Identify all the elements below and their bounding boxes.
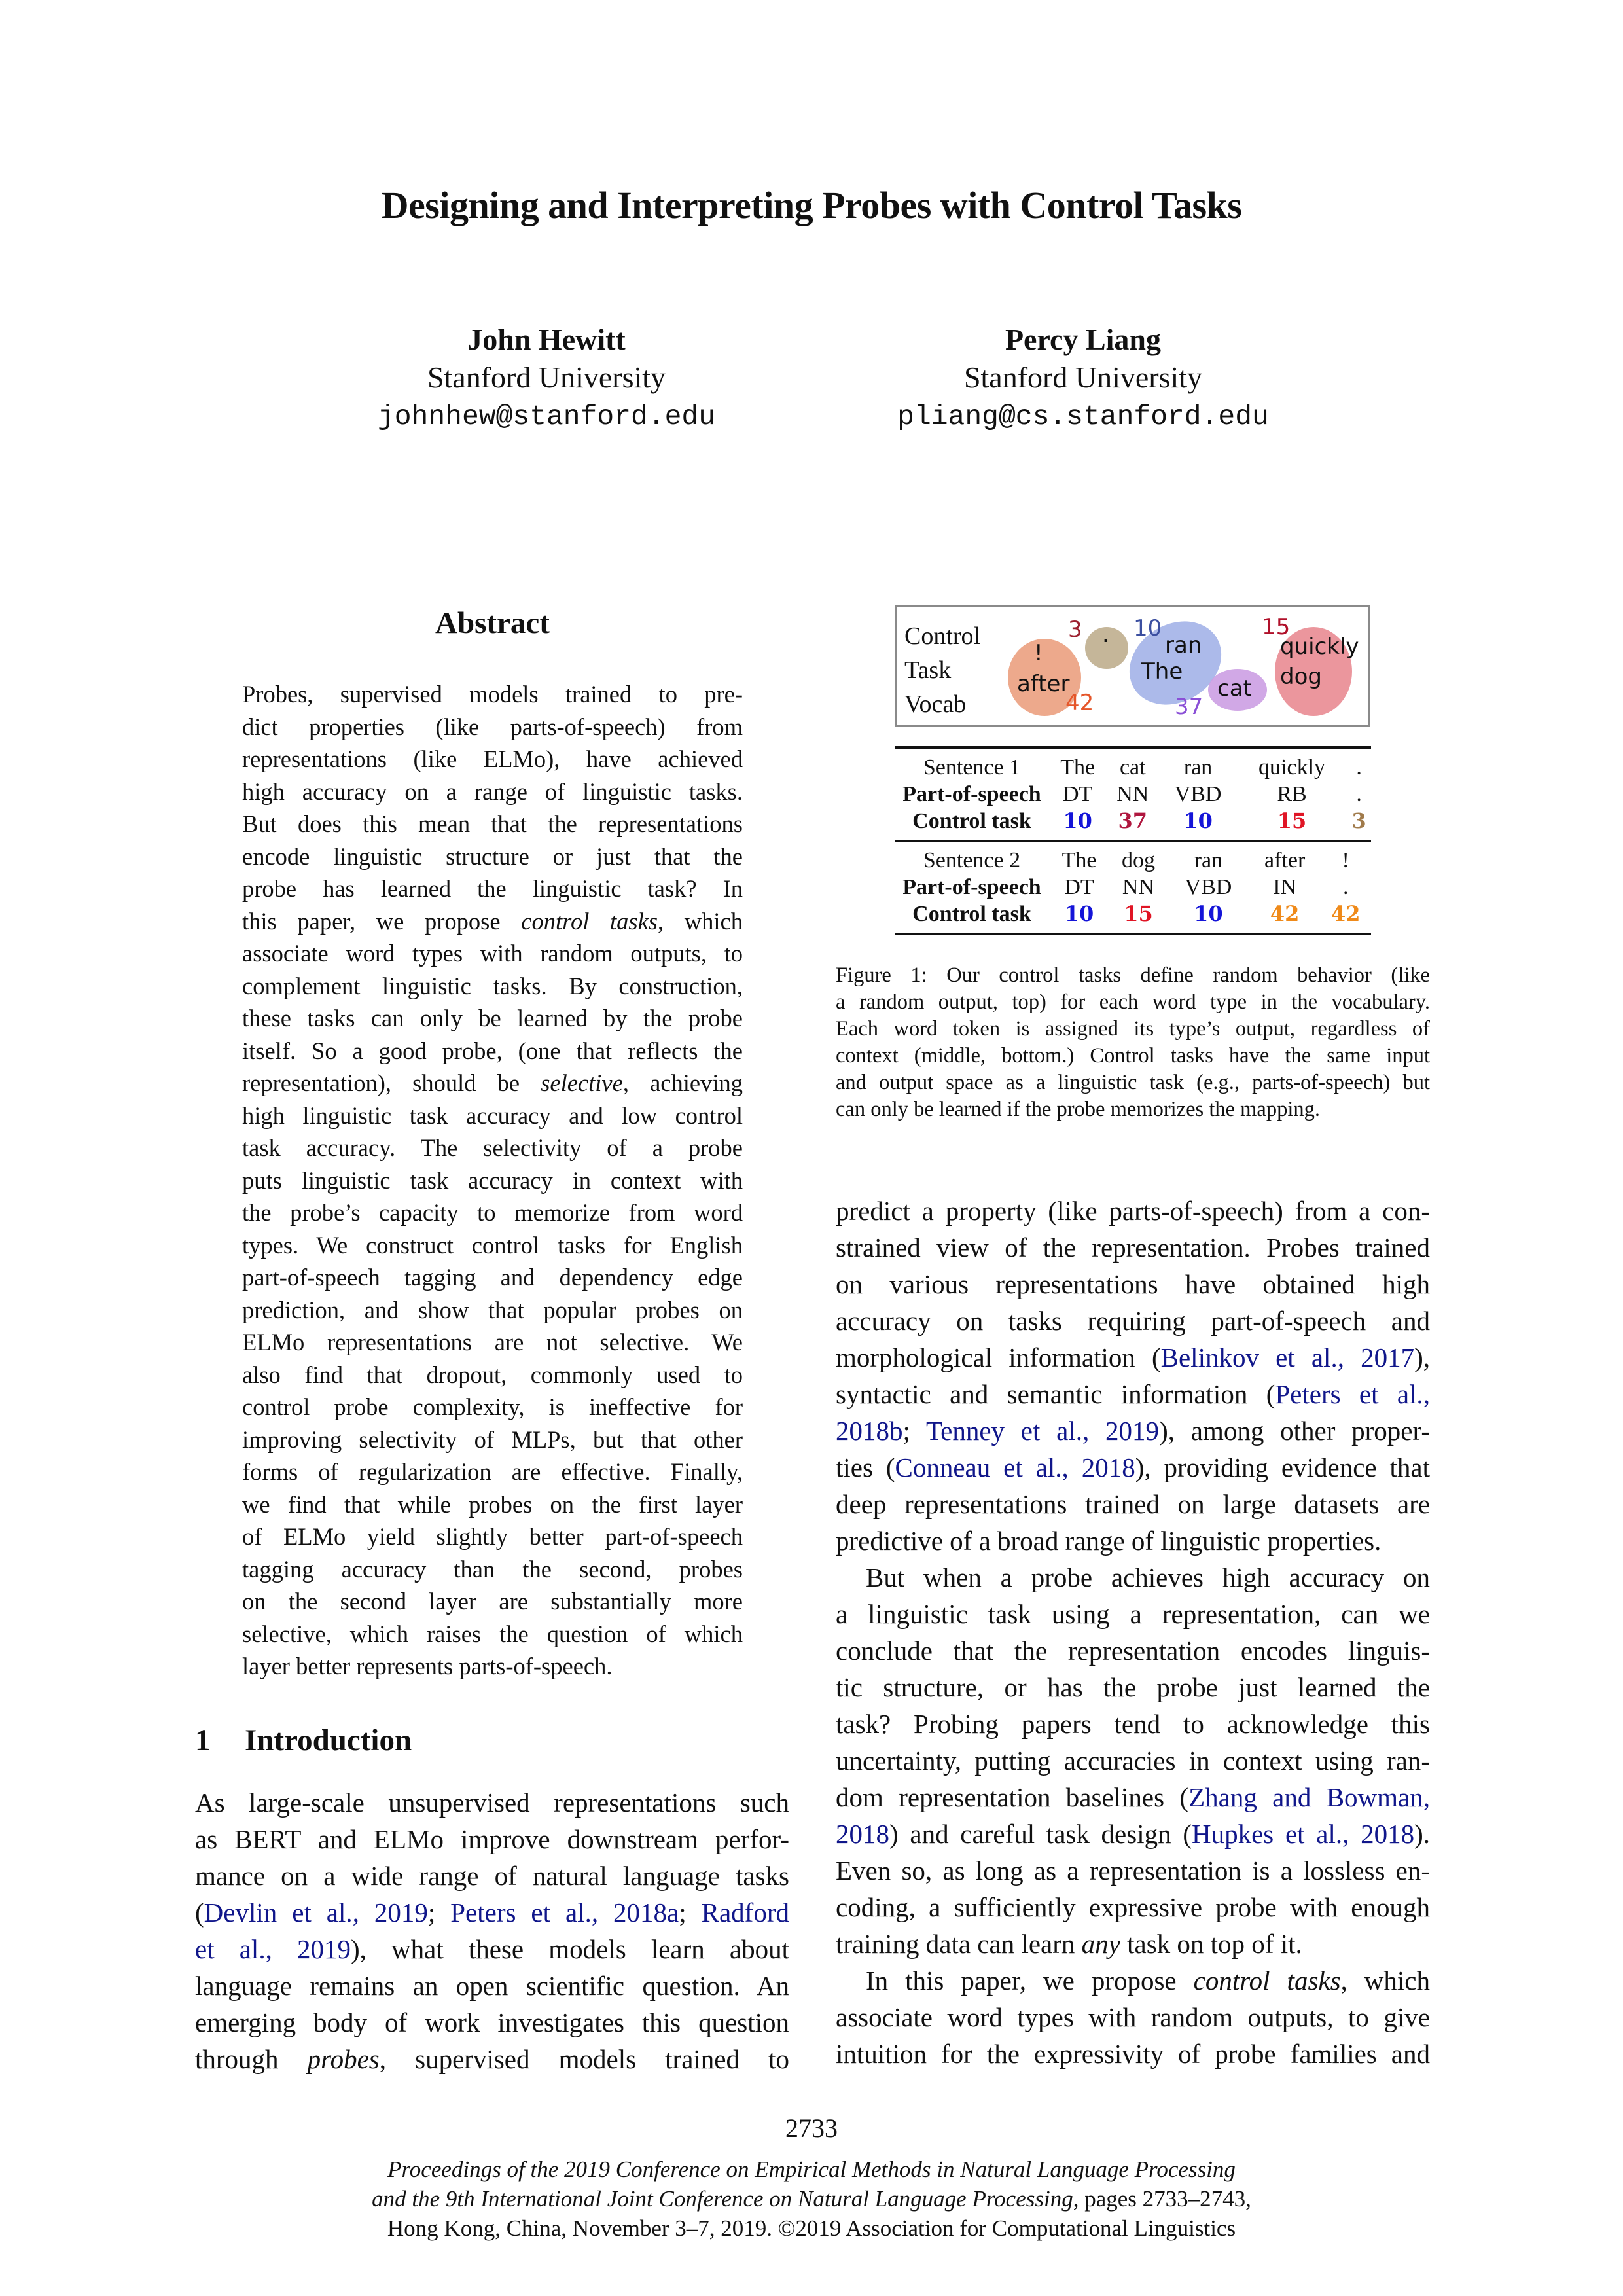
citation-link[interactable]: 2018b (836, 1416, 903, 1446)
text-line: In this paper, we propose control tasks, which (866, 1965, 1431, 1996)
introduction-left-column (195, 1784, 789, 2077)
paper-title: Designing and Interpreting Probes with Control Tasks (381, 184, 1242, 226)
author-email[interactable]: pliang@cs.stanford.edu (897, 401, 1269, 433)
emphasis: selective (541, 1069, 623, 1096)
cluster-word: quickly (1280, 634, 1359, 660)
text-line: associate word types with random outputs, to (242, 940, 743, 967)
sentence-table-1 (895, 754, 1371, 834)
text-line: language remains an open scientific question. An (195, 1971, 789, 2001)
row-label: Control task (912, 809, 1031, 833)
text-line: on various representations have obtained high (836, 1269, 1430, 1299)
cluster-word: ! (1034, 640, 1043, 666)
section-number: 1 (195, 1723, 211, 1757)
table-cell: NN (1122, 875, 1155, 899)
table-cell: VBD (1185, 875, 1232, 899)
text-line: this paper, we propose control tasks, which (242, 907, 743, 935)
author-affiliation: Stanford University (963, 361, 1203, 394)
row-label: Control task (912, 902, 1031, 926)
text-line: of ELMo yield slightly better part-of-speech (242, 1523, 743, 1550)
author-name: Percy Liang (1005, 323, 1162, 356)
table-cell: . (1356, 782, 1362, 806)
table-row (895, 808, 1371, 834)
text-line: high linguistic task accuracy and low control (242, 1102, 743, 1129)
text-line: task accuracy. The selectivity of a probe (242, 1134, 743, 1161)
table-cell: . (1342, 875, 1349, 899)
footer-line-1: Proceedings of the 2019 Conference on Empirical Methods in Natural Language Processing (387, 2157, 1236, 2182)
figure-sentence-table (895, 746, 1371, 935)
cluster-id: 37 (1175, 694, 1204, 720)
text-line: tagging accuracy than the second, probes (242, 1555, 743, 1583)
cluster-id: 10 (1133, 615, 1162, 641)
figure-caption (836, 962, 1430, 1123)
vocab-label-line: Vocab (904, 691, 967, 718)
table-cell: ran (1183, 755, 1213, 780)
table-row (895, 781, 1371, 808)
introduction-right-column (836, 1193, 1430, 2072)
author-email[interactable]: johnhew@stanford.edu (377, 401, 716, 433)
cluster-id: 42 (1065, 690, 1094, 716)
text-line: Probes, supervised models trained to pre- (242, 681, 743, 708)
text-line: itself. So a good probe, (one that reflects the (242, 1037, 743, 1064)
table-cell: ! (1342, 848, 1349, 872)
text-line: dict properties (like parts-of-speech) from (242, 713, 743, 740)
cluster-word: ran (1165, 632, 1202, 658)
cluster-word: cat (1217, 675, 1252, 702)
text-line: complement linguistic tasks. By construction, (242, 972, 743, 999)
text-line: as BERT and ELMo improve downstream perfor- (195, 1824, 789, 1854)
citation-link[interactable]: Zhang and Bowman, (1188, 1782, 1431, 1812)
table-cell: ran (1194, 848, 1223, 872)
citation-link[interactable]: Devlin et al., 2019 (204, 1897, 428, 1928)
text-line: we find that while probes on the first layer (242, 1490, 743, 1518)
table-cell: The (1061, 848, 1097, 872)
text-line: uncertainty, putting accuracies in context using ran- (836, 1746, 1430, 1776)
row-label: Part-of-speech (902, 782, 1041, 806)
table-row (895, 874, 1371, 901)
table-cell: NN (1116, 782, 1149, 806)
table-cell: dog (1121, 848, 1155, 872)
citation-link[interactable]: Conneau et al., 2018 (895, 1452, 1135, 1482)
table-row (895, 901, 1371, 927)
text-line: probe has learned the linguistic task? In (242, 875, 743, 902)
text-line: coding, a sufficiently expressive probe with enough (836, 1892, 1430, 1922)
footer-line-2-italic: and the 9th International Joint Conference on Natural Language Processing (372, 2186, 1073, 2212)
text-line: dom representation baselines (Zhang and Bowman, (836, 1782, 1431, 1812)
emphasis: control tasks (521, 907, 658, 935)
text-line: accuracy on tasks requiring part-of-speech and (836, 1306, 1430, 1336)
text-line: also find that dropout, commonly used to (242, 1361, 743, 1388)
text-line: Even so, as long as a representation is a lossless en- (836, 1856, 1430, 1886)
table-cell: 15 (1277, 808, 1307, 833)
text-line: improving selectivity of MLPs, but that other (242, 1426, 743, 1453)
vocab-label (904, 619, 980, 721)
citation-link[interactable]: Belinkov et al., 2017 (1160, 1342, 1415, 1372)
emphasis: probes (307, 2044, 380, 2074)
table-cell: quickly (1258, 755, 1326, 780)
text-line: representations (like ELMo), have achieved (242, 745, 743, 772)
abstract-heading: Abstract (435, 606, 550, 640)
citation-link[interactable]: Tenney et al., 2019 (925, 1416, 1160, 1446)
text-line: on the second layer are substantially more (242, 1588, 743, 1615)
row-label: Sentence 2 (923, 848, 1021, 872)
text-line: puts linguistic task accuracy in context with (242, 1166, 743, 1194)
text-line: 2018b; Tenney et al., 2019), among other proper- (836, 1416, 1430, 1446)
text-line: (Devlin et al., 2019; Peters et al., 2018a; Radford (195, 1897, 789, 1928)
section-title: Introduction (245, 1723, 412, 1757)
table-rule (895, 933, 1371, 935)
cluster-word: . (1102, 622, 1109, 648)
author-block-1 (298, 321, 795, 437)
text-line: forms of regularization are effective. Finally, (242, 1458, 743, 1485)
text-line: Figure 1: Our control tasks define random behavior (like (836, 963, 1430, 987)
text-line: ELMo representations are not selective. We (242, 1329, 743, 1355)
text-line: layer better represents parts-of-speech. (242, 1653, 613, 1679)
table-cell: 15 (1124, 901, 1153, 926)
table-cell: The (1060, 755, 1096, 780)
cluster-id: 15 (1262, 614, 1291, 640)
table-row (895, 847, 1371, 874)
text-line: predict a property (like parts-of-speech) from a con- (836, 1196, 1430, 1226)
table-cell: 42 (1270, 901, 1300, 926)
text-line: But when a probe achieves high accuracy on (866, 1562, 1430, 1592)
footer-line-2 (0, 2184, 1623, 2214)
table-cell: 42 (1330, 901, 1361, 926)
table-cell: cat (1119, 755, 1146, 780)
table-cell: IN (1273, 875, 1297, 899)
table-cell: RB (1277, 782, 1307, 806)
table-cell: 10 (1183, 808, 1213, 833)
text-line: strained view of the representation. Probes trained (836, 1232, 1430, 1263)
table-cell: 3 (1351, 808, 1366, 833)
table-cell: . (1356, 755, 1362, 780)
citation-link[interactable]: Radford (701, 1897, 789, 1928)
cluster-word: dog (1280, 664, 1322, 690)
row-label: Part-of-speech (902, 875, 1041, 899)
text-line: predictive of a broad range of linguistic properties. (836, 1526, 1382, 1556)
text-line: syntactic and semantic information (Peters et al., (836, 1379, 1430, 1409)
cluster-id: 3 (1068, 617, 1082, 643)
row-label: Sentence 1 (923, 755, 1021, 780)
text-line: control probe complexity, is ineffective for (242, 1393, 743, 1420)
author-block-2 (834, 321, 1332, 437)
sentence-table-2 (895, 847, 1371, 927)
text-line: representation), should be selective, achieving (242, 1069, 743, 1096)
table-cell: DT (1062, 782, 1093, 806)
text-line: ties (Conneau et al., 2018), providing evidence that (836, 1452, 1430, 1482)
table-cell: after (1264, 848, 1306, 872)
citation-link[interactable]: Peters et al., (1275, 1379, 1430, 1409)
text-line: the probe’s capacity to memorize from word (242, 1199, 743, 1226)
cluster-word: The (1141, 658, 1183, 685)
citation-link[interactable]: Hupkes et al., 2018 (1191, 1819, 1415, 1849)
text-line: a random output, top) for each word type in the vocabulary. (836, 990, 1430, 1014)
vocab-label-line: Task (904, 656, 952, 684)
footer-line-3: Hong Kong, China, November 3–7, 2019. ©2019 Association for Computational Linguistics (387, 2215, 1236, 2241)
page-number: 2733 (785, 2113, 838, 2143)
text-line: high accuracy on a range of linguistic tasks. (242, 778, 743, 805)
text-line: But does this mean that the representations (242, 810, 743, 837)
table-cell: VBD (1174, 782, 1222, 806)
author-name: John Hewitt (467, 323, 626, 356)
table-cell: 37 (1118, 808, 1148, 833)
text-line: As large-scale unsupervised representations such (195, 1787, 789, 1818)
table-cell: 10 (1064, 901, 1094, 926)
text-line: deep representations trained on large datasets are (836, 1489, 1430, 1519)
author-affiliation: Stanford University (427, 361, 666, 394)
text-line: conclude that the representation encodes linguis- (836, 1636, 1430, 1666)
text-line: a linguistic task using a representation, can we (836, 1599, 1430, 1629)
text-line: part-of-speech tagging and dependency edge (242, 1264, 743, 1291)
text-line: tic structure, or has the probe just learned the (836, 1672, 1430, 1702)
footer-line-2-rest: , pages 2733–2743, (1073, 2186, 1251, 2212)
abstract-body (242, 678, 743, 1683)
proceedings-footer (0, 2155, 1623, 2243)
emphasis: any (1081, 1929, 1120, 1959)
text-line: 2018) and careful task design (Hupkes et al., 2018). (836, 1819, 1430, 1849)
vocab-label-line: Control (904, 622, 981, 650)
text-line: training data can learn any task on top of it. (836, 1929, 1302, 1959)
text-line: mance on a wide range of natural language tasks (195, 1861, 789, 1891)
text-line: task? Probing papers tend to acknowledge this (836, 1709, 1430, 1739)
cluster-word: after (1017, 671, 1070, 697)
citation-link[interactable]: 2018 (836, 1819, 889, 1849)
table-row (895, 754, 1371, 781)
text-line: Each word token is assigned its type’s output, regardless of (836, 1017, 1430, 1041)
text-line: encode linguistic structure or just that the (242, 842, 743, 870)
text-line: emerging body of work investigates this question (195, 2007, 789, 2037)
text-line: these tasks can only be learned by the probe (242, 1005, 743, 1031)
text-line: selective, which raises the question of which (242, 1620, 743, 1647)
text-line: types. We construct control tasks for English (242, 1231, 743, 1259)
text-line: and output space as a linguistic task (e.g., parts-of-speech) but (836, 1071, 1430, 1094)
text-line: through probes, supervised models trained to (195, 2044, 789, 2074)
text-line: et al., 2019), what these models learn about (195, 1934, 789, 1964)
text-line: intuition for the expressivity of probe families and (836, 2039, 1430, 2069)
emphasis: control tasks (1193, 1965, 1341, 1996)
text-line: morphological information (Belinkov et al., 2017), (836, 1342, 1430, 1372)
text-line: prediction, and show that popular probes on (242, 1296, 743, 1323)
text-line: associate word types with random outputs, to give (836, 2002, 1430, 2032)
text-line: can only be learned if the probe memorizes the mapping. (836, 1098, 1321, 1121)
table-cell: DT (1064, 875, 1094, 899)
section-heading-introduction (195, 1723, 412, 1758)
citation-link[interactable]: Peters et al., 2018a (450, 1897, 679, 1928)
text-line: context (middle, bottom.) Control tasks have the same input (836, 1044, 1430, 1067)
citation-link[interactable]: et al., 2019 (195, 1934, 351, 1964)
table-cell: 10 (1063, 808, 1092, 833)
figure-control-task-vocab (895, 605, 1370, 727)
table-cell: 10 (1194, 901, 1223, 926)
